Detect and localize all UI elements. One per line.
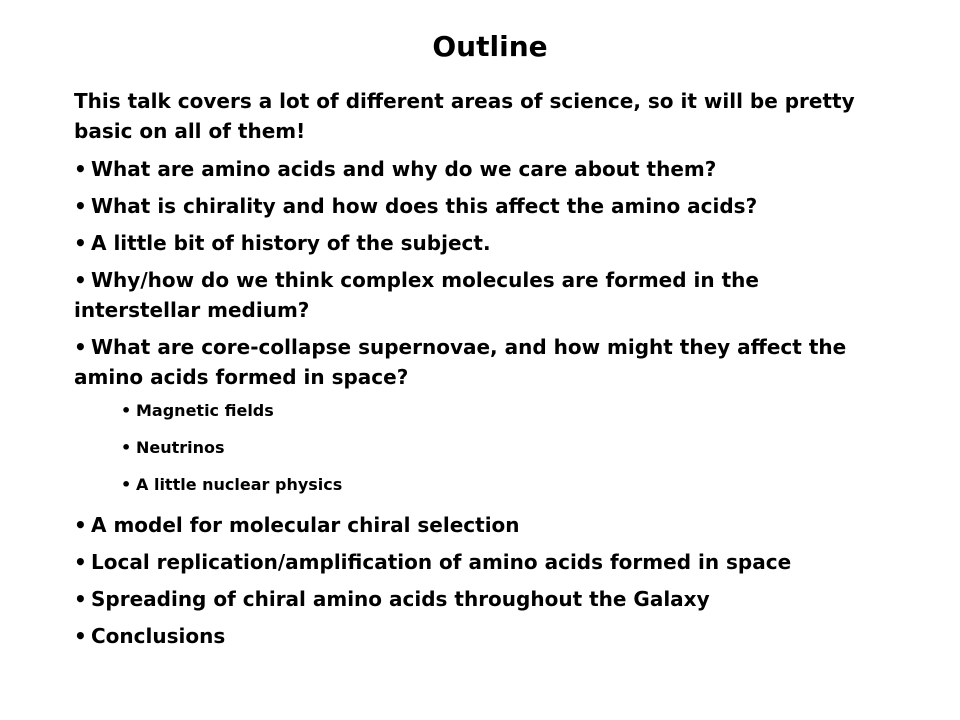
outline-item (74, 191, 874, 221)
outline-item (74, 547, 874, 577)
bullet-icon: • (121, 438, 132, 457)
outline-item (74, 154, 874, 184)
slide-title: Outline (432, 30, 548, 63)
outline-item-text: Spreading of chiral amino acids throughout the Galaxy (91, 587, 710, 611)
bullet-icon: • (74, 157, 87, 181)
bullet-icon: • (74, 624, 87, 648)
outline-item (74, 265, 874, 325)
outline-item-text: Why/how do we think complex molecules are formed in the interstellar medium? (74, 268, 759, 322)
bullet-icon: • (74, 335, 87, 359)
bullet-icon: • (74, 550, 87, 574)
outline-subitem (121, 399, 874, 423)
bullet-icon: • (74, 513, 87, 537)
outline-list (74, 154, 874, 392)
outline-subitem-text: Neutrinos (136, 438, 225, 457)
outline-subitem-text: Magnetic fields (136, 401, 274, 420)
outline-item-text: What is chirality and how does this affect the amino acids? (91, 194, 758, 218)
bullet-icon: • (74, 231, 87, 255)
outline-list-continued (74, 510, 874, 651)
outline-item-text: What are core-collapse supernovae, and how might they affect the amino acids formed in space? (74, 335, 847, 389)
bullet-icon: • (74, 587, 87, 611)
outline-subitem (121, 473, 874, 497)
outline-item (74, 332, 874, 392)
outline-item-text: Local replication/amplification of amino acids formed in space (91, 550, 792, 574)
outline-item (74, 621, 874, 651)
outline-sublist (74, 399, 874, 497)
outline-item-text: A little bit of history of the subject. (91, 231, 491, 255)
outline-subitem (121, 436, 874, 460)
slide-body (74, 86, 874, 658)
outline-item (74, 228, 874, 258)
outline-item-text: A model for molecular chiral selection (91, 513, 520, 537)
intro-text: This talk covers a lot of different areas of science, so it will be pretty basic on all of them! (74, 89, 855, 143)
bullet-icon: • (74, 268, 87, 292)
outline-subitem-text: A little nuclear physics (136, 475, 343, 494)
bullet-icon: • (121, 475, 132, 494)
outline-item (74, 584, 874, 614)
bullet-icon: • (74, 194, 87, 218)
outline-item-text: Conclusions (91, 624, 226, 648)
outline-item-text: What are amino acids and why do we care about them? (91, 157, 717, 181)
bullet-icon: • (121, 401, 132, 420)
outline-item (74, 510, 874, 540)
